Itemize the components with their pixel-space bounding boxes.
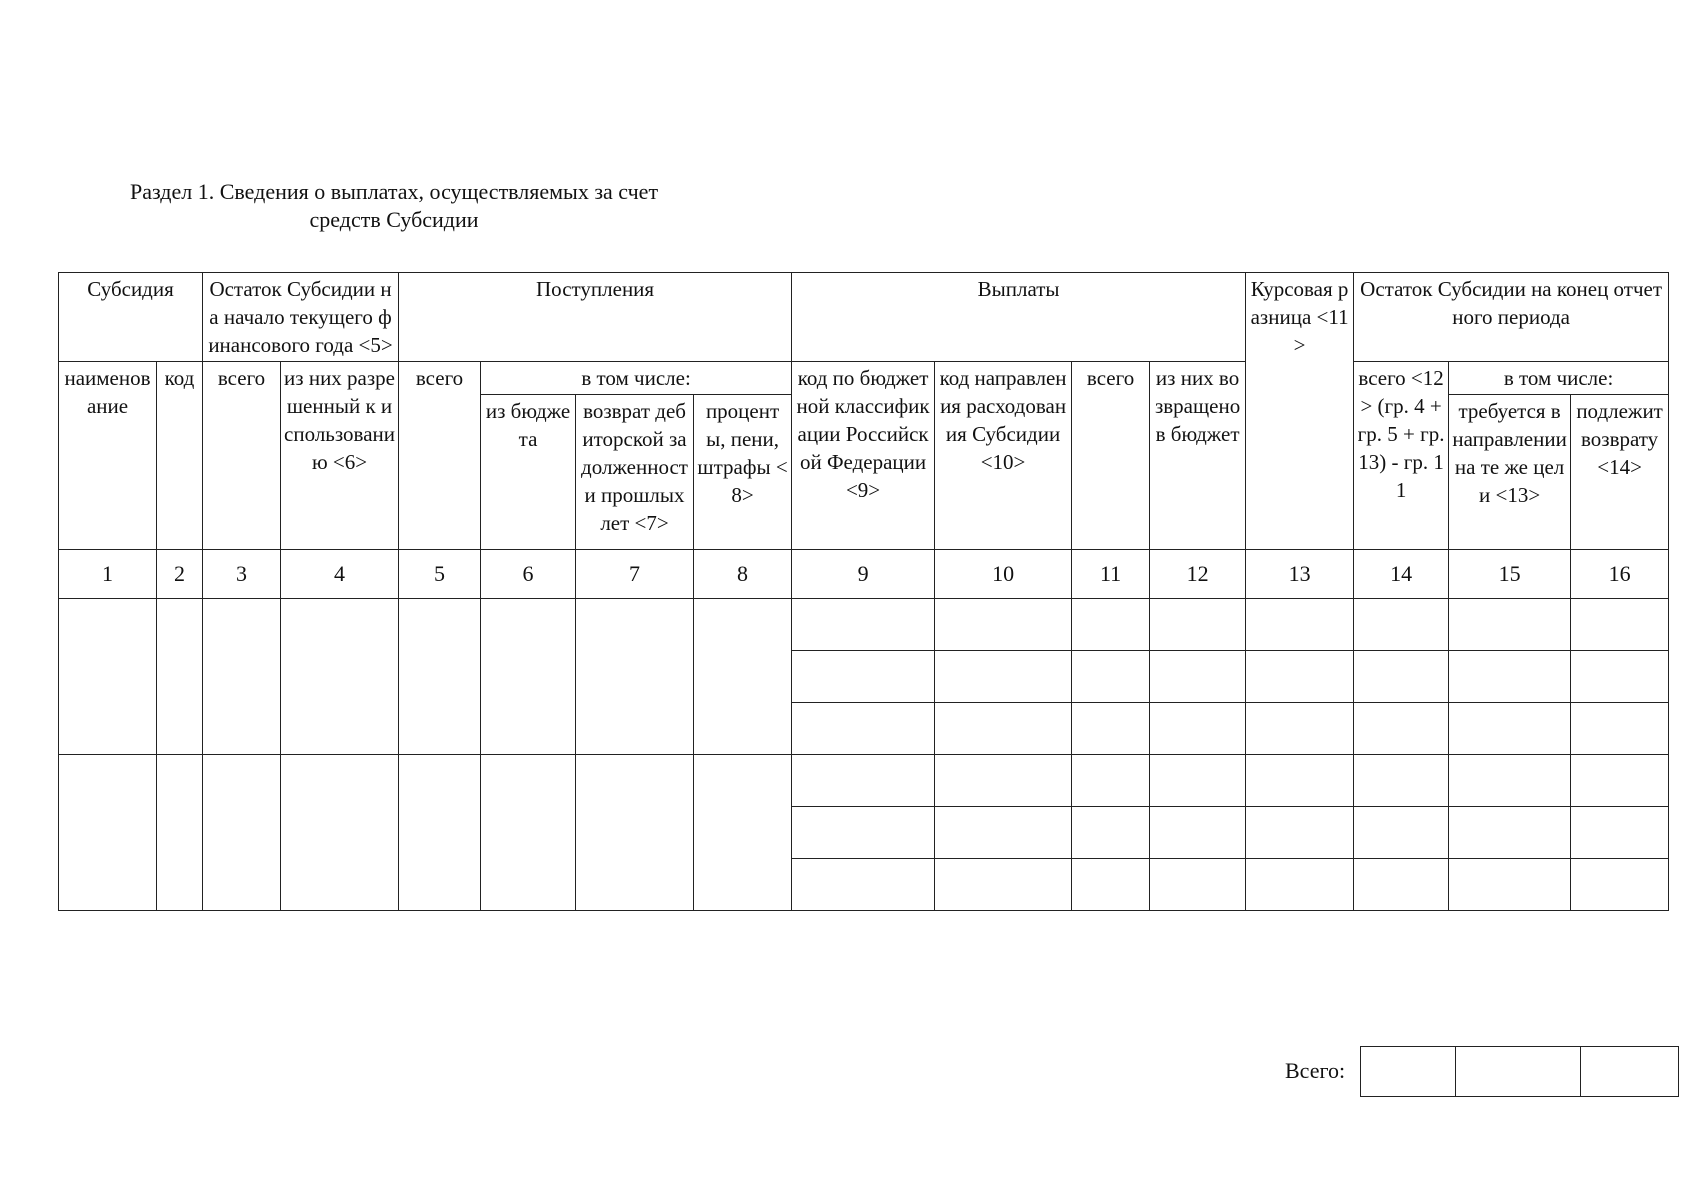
group-balance-start: Остаток Субсидии на начало текущего финансового года <5> [203, 273, 399, 362]
cell[interactable] [694, 599, 792, 755]
col-number: 11 [1072, 550, 1150, 599]
col-from-budget: из бюджета [481, 395, 576, 550]
col-start-allowed: из них разрешенный к использованию <6> [281, 362, 399, 550]
cell[interactable] [1246, 859, 1354, 911]
payments-table [58, 272, 1669, 911]
cell[interactable] [792, 703, 935, 755]
heading-line-1: Раздел 1. Сведения о выплатах, осуществляемых за счет [130, 179, 659, 204]
cell[interactable] [1354, 599, 1449, 651]
cell[interactable] [1150, 599, 1246, 651]
cell[interactable] [1246, 651, 1354, 703]
cell[interactable] [1150, 755, 1246, 807]
cell[interactable] [281, 755, 399, 911]
cell[interactable] [203, 599, 281, 755]
cell[interactable] [792, 755, 935, 807]
cell[interactable] [1150, 807, 1246, 859]
col-end-total: всего <12> (гр. 4 + гр. 5 + гр. 13) - гр. 11 [1354, 362, 1449, 550]
col-number: 16 [1571, 550, 1669, 599]
cell[interactable] [399, 755, 481, 911]
col-number: 8 [694, 550, 792, 599]
cell[interactable] [694, 755, 792, 911]
cell[interactable] [1449, 651, 1571, 703]
cell[interactable] [1571, 807, 1669, 859]
cell[interactable] [792, 651, 935, 703]
col-budget-classification-code: код по бюджетной классификации Российской Федерации <9> [792, 362, 935, 550]
cell[interactable] [1150, 651, 1246, 703]
col-number: 2 [157, 550, 203, 599]
cell[interactable] [1571, 755, 1669, 807]
heading-line-2: средств Субсидии [309, 207, 479, 232]
cell[interactable] [1354, 651, 1449, 703]
cell[interactable] [1354, 859, 1449, 911]
cell[interactable] [1246, 703, 1354, 755]
col-receipts-total: всего [399, 362, 481, 550]
col-spending-direction-code: код направления расходования Субсидии <10> [935, 362, 1072, 550]
cell[interactable] [1150, 703, 1246, 755]
col-number: 14 [1354, 550, 1449, 599]
column-numbers-row [59, 550, 1669, 599]
cell[interactable] [1072, 599, 1150, 651]
cell[interactable] [1072, 859, 1150, 911]
col-number: 9 [792, 550, 935, 599]
cell[interactable] [1354, 807, 1449, 859]
cell[interactable] [935, 599, 1072, 651]
cell[interactable] [1246, 807, 1354, 859]
cell-subsidy-code[interactable] [157, 599, 203, 755]
group-receipts: Поступления [399, 273, 792, 362]
cell[interactable] [281, 599, 399, 755]
cell[interactable] [1354, 703, 1449, 755]
cell[interactable] [792, 599, 935, 651]
cell[interactable] [481, 755, 576, 911]
total-cell-col-15[interactable] [1456, 1047, 1581, 1097]
cell[interactable] [1354, 755, 1449, 807]
cell[interactable] [1449, 755, 1571, 807]
cell[interactable] [935, 651, 1072, 703]
col-number: 13 [1246, 550, 1354, 599]
col-number: 5 [399, 550, 481, 599]
cell[interactable] [1571, 859, 1669, 911]
cell[interactable] [1150, 859, 1246, 911]
col-returned-to-budget: из них возвращено в бюджет [1150, 362, 1246, 550]
col-name: наименование [59, 362, 157, 550]
cell[interactable] [792, 807, 935, 859]
total-label: Всего: [1285, 1058, 1346, 1083]
cell[interactable] [1449, 859, 1571, 911]
group-payments: Выплаты [792, 273, 1246, 362]
cell[interactable] [1072, 703, 1150, 755]
cell[interactable] [1571, 703, 1669, 755]
cell[interactable] [935, 807, 1072, 859]
cell[interactable] [935, 755, 1072, 807]
cell-subsidy-code[interactable] [157, 755, 203, 911]
cell[interactable] [1449, 703, 1571, 755]
col-number: 12 [1150, 550, 1246, 599]
cell[interactable] [481, 599, 576, 755]
table-row [59, 599, 1669, 651]
col-code: код [157, 362, 203, 550]
col-number: 10 [935, 550, 1072, 599]
col-number: 3 [203, 550, 281, 599]
col-start-total: всего [203, 362, 281, 550]
cell[interactable] [203, 755, 281, 911]
total-cell-col-14[interactable] [1361, 1047, 1456, 1097]
cell[interactable] [1246, 599, 1354, 651]
group-exchange-difference: Курсовая разница <11> [1246, 273, 1354, 550]
section-heading [130, 178, 658, 234]
total-cell-col-16[interactable] [1581, 1047, 1679, 1097]
group-subsidy: Субсидия [59, 273, 203, 362]
cell[interactable] [576, 599, 694, 755]
col-end-including: в том числе: [1449, 362, 1669, 395]
cell[interactable] [1571, 599, 1669, 651]
cell[interactable] [1072, 755, 1150, 807]
cell[interactable] [1571, 651, 1669, 703]
cell[interactable] [1072, 807, 1150, 859]
col-number: 4 [281, 550, 399, 599]
col-receivables-return: возврат дебиторской задолженности прошлых лет <7> [576, 395, 694, 550]
cell[interactable] [576, 755, 694, 911]
total-row [1360, 1046, 1679, 1097]
group-balance-end: Остаток Субсидии на конец отчетного периода [1354, 273, 1669, 362]
col-interest-penalties: проценты, пени, штрафы <8> [694, 395, 792, 550]
cell[interactable] [935, 859, 1072, 911]
cell[interactable] [399, 599, 481, 755]
cell[interactable] [1072, 651, 1150, 703]
cell-subsidy-name[interactable] [59, 599, 157, 755]
cell[interactable] [935, 703, 1072, 755]
col-payments-total: всего [1072, 362, 1150, 550]
col-number: 6 [481, 550, 576, 599]
col-number: 15 [1449, 550, 1571, 599]
col-number: 7 [576, 550, 694, 599]
cell[interactable] [1449, 807, 1571, 859]
col-number: 1 [59, 550, 157, 599]
col-receipts-including: в том числе: [481, 362, 792, 395]
cell[interactable] [1246, 755, 1354, 807]
cell-subsidy-name[interactable] [59, 755, 157, 911]
cell[interactable] [792, 859, 935, 911]
col-same-purposes: требуется в направлении на те же цели <13> [1449, 395, 1571, 550]
col-to-be-returned: подлежит возврату <14> [1571, 395, 1669, 550]
table-row [59, 755, 1669, 807]
cell[interactable] [1449, 599, 1571, 651]
